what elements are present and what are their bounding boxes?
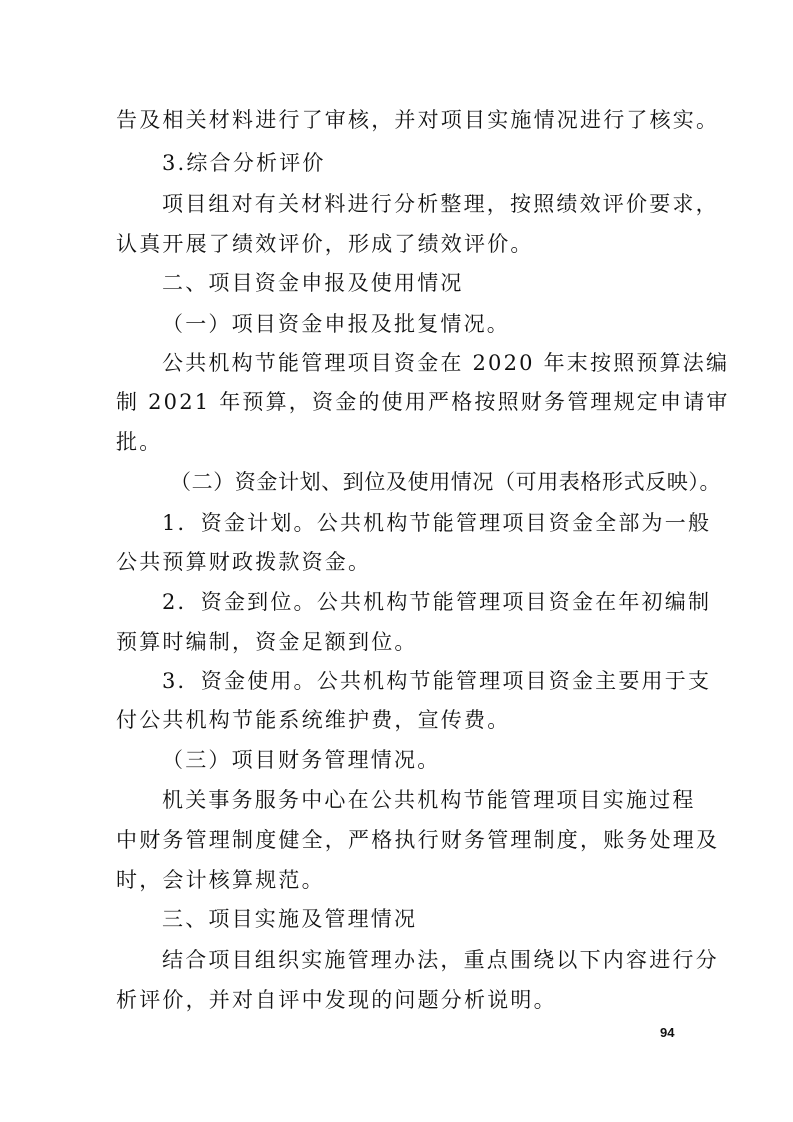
text-line: 结合项目组织实施管理办法，重点围绕以下内容进行分 xyxy=(162,948,719,972)
text-line: 公共机构节能管理项目资金在 2020 年末按照预算法编 xyxy=(162,351,730,375)
text-line: 付公共机构节能系统维护费，宣传费。 xyxy=(116,708,511,732)
text-line: 制 2021 年预算，资金的使用严格按照财务管理规定申请审 xyxy=(116,390,730,414)
subsection-heading: （二）资金计划、到位及使用情况（可用表格形式反映）。 xyxy=(170,470,722,494)
section-heading: 二、项目资金申报及使用情况 xyxy=(162,271,464,295)
text-line: 1．资金计划。公共机构节能管理项目资金全部为一般 xyxy=(162,511,712,535)
text-line: 3．资金使用。公共机构节能管理项目资金主要用于支 xyxy=(162,669,712,693)
section-heading: 3.综合分析评价 xyxy=(162,151,326,175)
text-line: 中财务管理制度健全，严格执行财务管理制度，账务处理及 xyxy=(116,828,720,852)
text-line: 预算时编制，资金足额到位。 xyxy=(116,630,418,654)
text-line: 时，会计核算规范。 xyxy=(116,868,325,892)
text-line: 2．资金到位。公共机构节能管理项目资金在年初编制 xyxy=(162,590,712,614)
text-line: 析评价，并对自评中发现的问题分析说明。 xyxy=(116,988,557,1012)
text-line: 认真开展了绩效评价，形成了绩效评价。 xyxy=(116,232,534,256)
subsection-heading: （三）项目财务管理情况。 xyxy=(162,748,441,772)
text-line: 项目组对有关材料进行分析整理，按照绩效评价要求， xyxy=(162,192,719,216)
text-line: 机关事务服务中心在公共机构节能管理项目实施过程 xyxy=(162,788,696,812)
section-heading: 三、项目实施及管理情况 xyxy=(162,907,418,931)
text-line: 告及相关材料进行了审核，并对项目实施情况进行了核实。 xyxy=(116,108,720,132)
page-number: 94 xyxy=(660,1025,675,1040)
text-line: 公共预算财政拨款资金。 xyxy=(116,550,372,574)
text-line: 批。 xyxy=(116,430,163,454)
subsection-heading: （一）项目资金申报及批复情况。 xyxy=(162,312,510,336)
